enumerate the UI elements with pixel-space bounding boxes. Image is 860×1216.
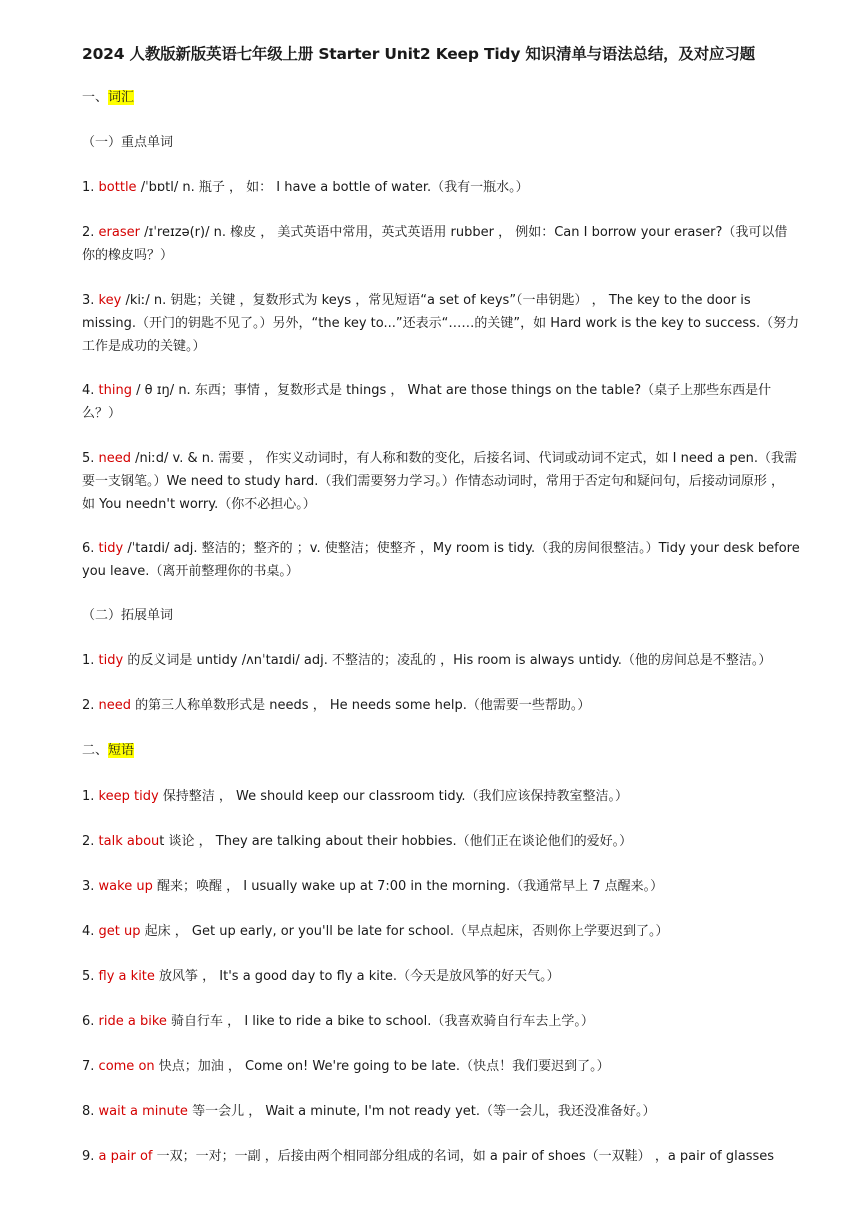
item-text: / θ ɪŋ/ n. 东西；事情 ，复数形式是 things ， What are those things on the table?（桌子上那些东西是什么？） — [82, 383, 772, 421]
phrase-item — [82, 965, 800, 988]
section-phrases-heading — [82, 739, 800, 762]
item-text: 骑自行车 ， I like to ride a bike to school.（我喜欢骑自行车去上学。） — [166, 1014, 594, 1029]
key-word-item — [82, 289, 800, 358]
highlighted-heading: 短语 — [108, 743, 135, 758]
item-text: 的第三人称单数形式是 needs ， He needs some help.（他需要一些帮助。） — [131, 698, 591, 713]
item-number: 1. — [82, 789, 99, 804]
item-number: 2. — [82, 225, 99, 240]
item-number: 1. — [82, 180, 99, 195]
key-word-item — [82, 447, 800, 516]
item-number: 5. — [82, 451, 99, 466]
item-text: t 谈论 ， They are talking about their hobbies.（他们正在谈论他们的爱好。） — [159, 834, 633, 849]
item-number: 9. — [82, 1149, 99, 1164]
phrase-keyword: ride a bike — [98, 1014, 167, 1029]
phrase-item — [82, 1010, 800, 1033]
keyword: eraser — [98, 225, 140, 240]
item-text: /ˈtaɪdi/ adj. 整洁的；整齐的 ；v. 使整洁；使整齐 ，My room is tidy.（我的房间很整洁。）Tidy your desk before you leave.（离开前整理你的书桌。） — [82, 541, 800, 579]
key-word-item — [82, 221, 800, 267]
phrase-keyword: come on — [98, 1059, 155, 1074]
item-text: 一双；一对；一副 ，后接由两个相同部分组成的名词，如 a pair of shoes（一双鞋） ，a pair of glasses — [152, 1149, 775, 1164]
extended-word-item — [82, 694, 800, 717]
item-text: 的反义词是 untidy /ʌnˈtaɪdi/ adj. 不整洁的；凌乱的 ，His room is always untidy.（他的房间总是不整洁。） — [123, 653, 772, 668]
item-number: 6. — [82, 1014, 99, 1029]
phrase-item — [82, 875, 800, 898]
item-number: 5. — [82, 969, 99, 984]
item-text: /ˈbɒtl/ n. 瓶子 ， 如： I have a bottle of water.（我有一瓶水。） — [136, 180, 529, 195]
keyword: key — [98, 293, 122, 308]
section-number: 二、 — [82, 743, 109, 758]
item-number: 4. — [82, 924, 99, 939]
item-text: 醒来；唤醒 ， I usually wake up at 7:00 in the morning.（我通常早上 7 点醒来。） — [152, 879, 664, 894]
subsection-key-words: （一）重点单词 — [82, 135, 174, 150]
item-text: 快点；加油 ， Come on! We're going to be late.（快点！我们要迟到了。） — [154, 1059, 610, 1074]
item-text: /kiː/ n. 钥匙；关键 ，复数形式为 keys ，常见短语“a set of keys”（一串钥匙） ， The key to the door is missing.（开门的钥匙不见了。）另外，“the key to...”还表示“……的关键”，如 Hard work is the key to success.（努力工作是成功的关键。） — [82, 293, 800, 354]
keyword: tidy — [98, 541, 124, 556]
phrase-item — [82, 1100, 800, 1123]
keyword: need — [98, 451, 132, 466]
item-text: /ɪˈreɪzə(r)/ n. 橡皮 ， 美式英语中常用，英式英语用 rubber ， 例如：Can I borrow your eraser?（我可以借你的橡皮吗？） — [82, 225, 788, 263]
item-text: 保持整洁 ， We should keep our classroom tidy.（我们应该保持教室整洁。） — [158, 789, 629, 804]
item-number: 3. — [82, 879, 99, 894]
key-word-item — [82, 379, 800, 425]
highlighted-heading: 词汇 — [108, 90, 135, 105]
phrase-item — [82, 830, 800, 853]
keyword: bottle — [98, 180, 137, 195]
item-number: 8. — [82, 1104, 99, 1119]
phrase-item — [82, 785, 800, 808]
item-number: 6. — [82, 541, 99, 556]
item-number: 7. — [82, 1059, 99, 1074]
item-text: 放风筝 ， It's a good day to fly a kite.（今天是放风筝的好天气。） — [154, 969, 560, 984]
section-vocab-heading — [82, 86, 800, 109]
phrase-item — [82, 1145, 800, 1168]
extended-word-item — [82, 649, 800, 672]
key-word-item — [82, 537, 800, 583]
phrase-keyword: wake up — [98, 879, 153, 894]
item-number: 4. — [82, 383, 99, 398]
item-number: 2. — [82, 834, 99, 849]
keyword: tidy — [98, 653, 124, 668]
phrase-keyword: talk abou — [98, 834, 160, 849]
phrase-keyword: fly a kite — [98, 969, 155, 984]
keyword: thing — [98, 383, 132, 398]
item-text: /niːd/ v. & n. 需要 ， 作实义动词时，有人称和数的变化，后接名词、代词或动词不定式，如 I need a pen.（我需要一支钢笔。）We need to study hard.（我们需要努力学习。）作情态动词时，常用于否定句和疑问句，后接动词原形 ， 如 You needn't worry.（你不必担心。） — [82, 451, 797, 512]
phrase-item — [82, 920, 800, 943]
key-word-item — [82, 176, 800, 199]
item-text: 起床 ， Get up early, or you'll be late for school.（早点起床，否则你上学要迟到了。） — [140, 924, 669, 939]
phrase-keyword: a pair of — [98, 1149, 153, 1164]
phrase-keyword: get up — [98, 924, 141, 939]
item-number: 2. — [82, 698, 99, 713]
document-title: 2024 人教版新版英语七年级上册 Starter Unit2 Keep Tidy 知识清单与语法总结，及对应习题 — [82, 45, 755, 63]
item-text: 等一会儿 ， Wait a minute, I'm not ready yet.（等一会儿，我还没准备好。） — [187, 1104, 656, 1119]
phrase-keyword: wait a minute — [98, 1104, 188, 1119]
phrase-item — [82, 1055, 800, 1078]
keyword: need — [98, 698, 132, 713]
item-number: 1. — [82, 653, 99, 668]
section-number: 一、 — [82, 90, 109, 105]
subsection-extended-words: （二）拓展单词 — [82, 608, 174, 623]
item-number: 3. — [82, 293, 99, 308]
phrase-keyword: keep tidy — [98, 789, 159, 804]
